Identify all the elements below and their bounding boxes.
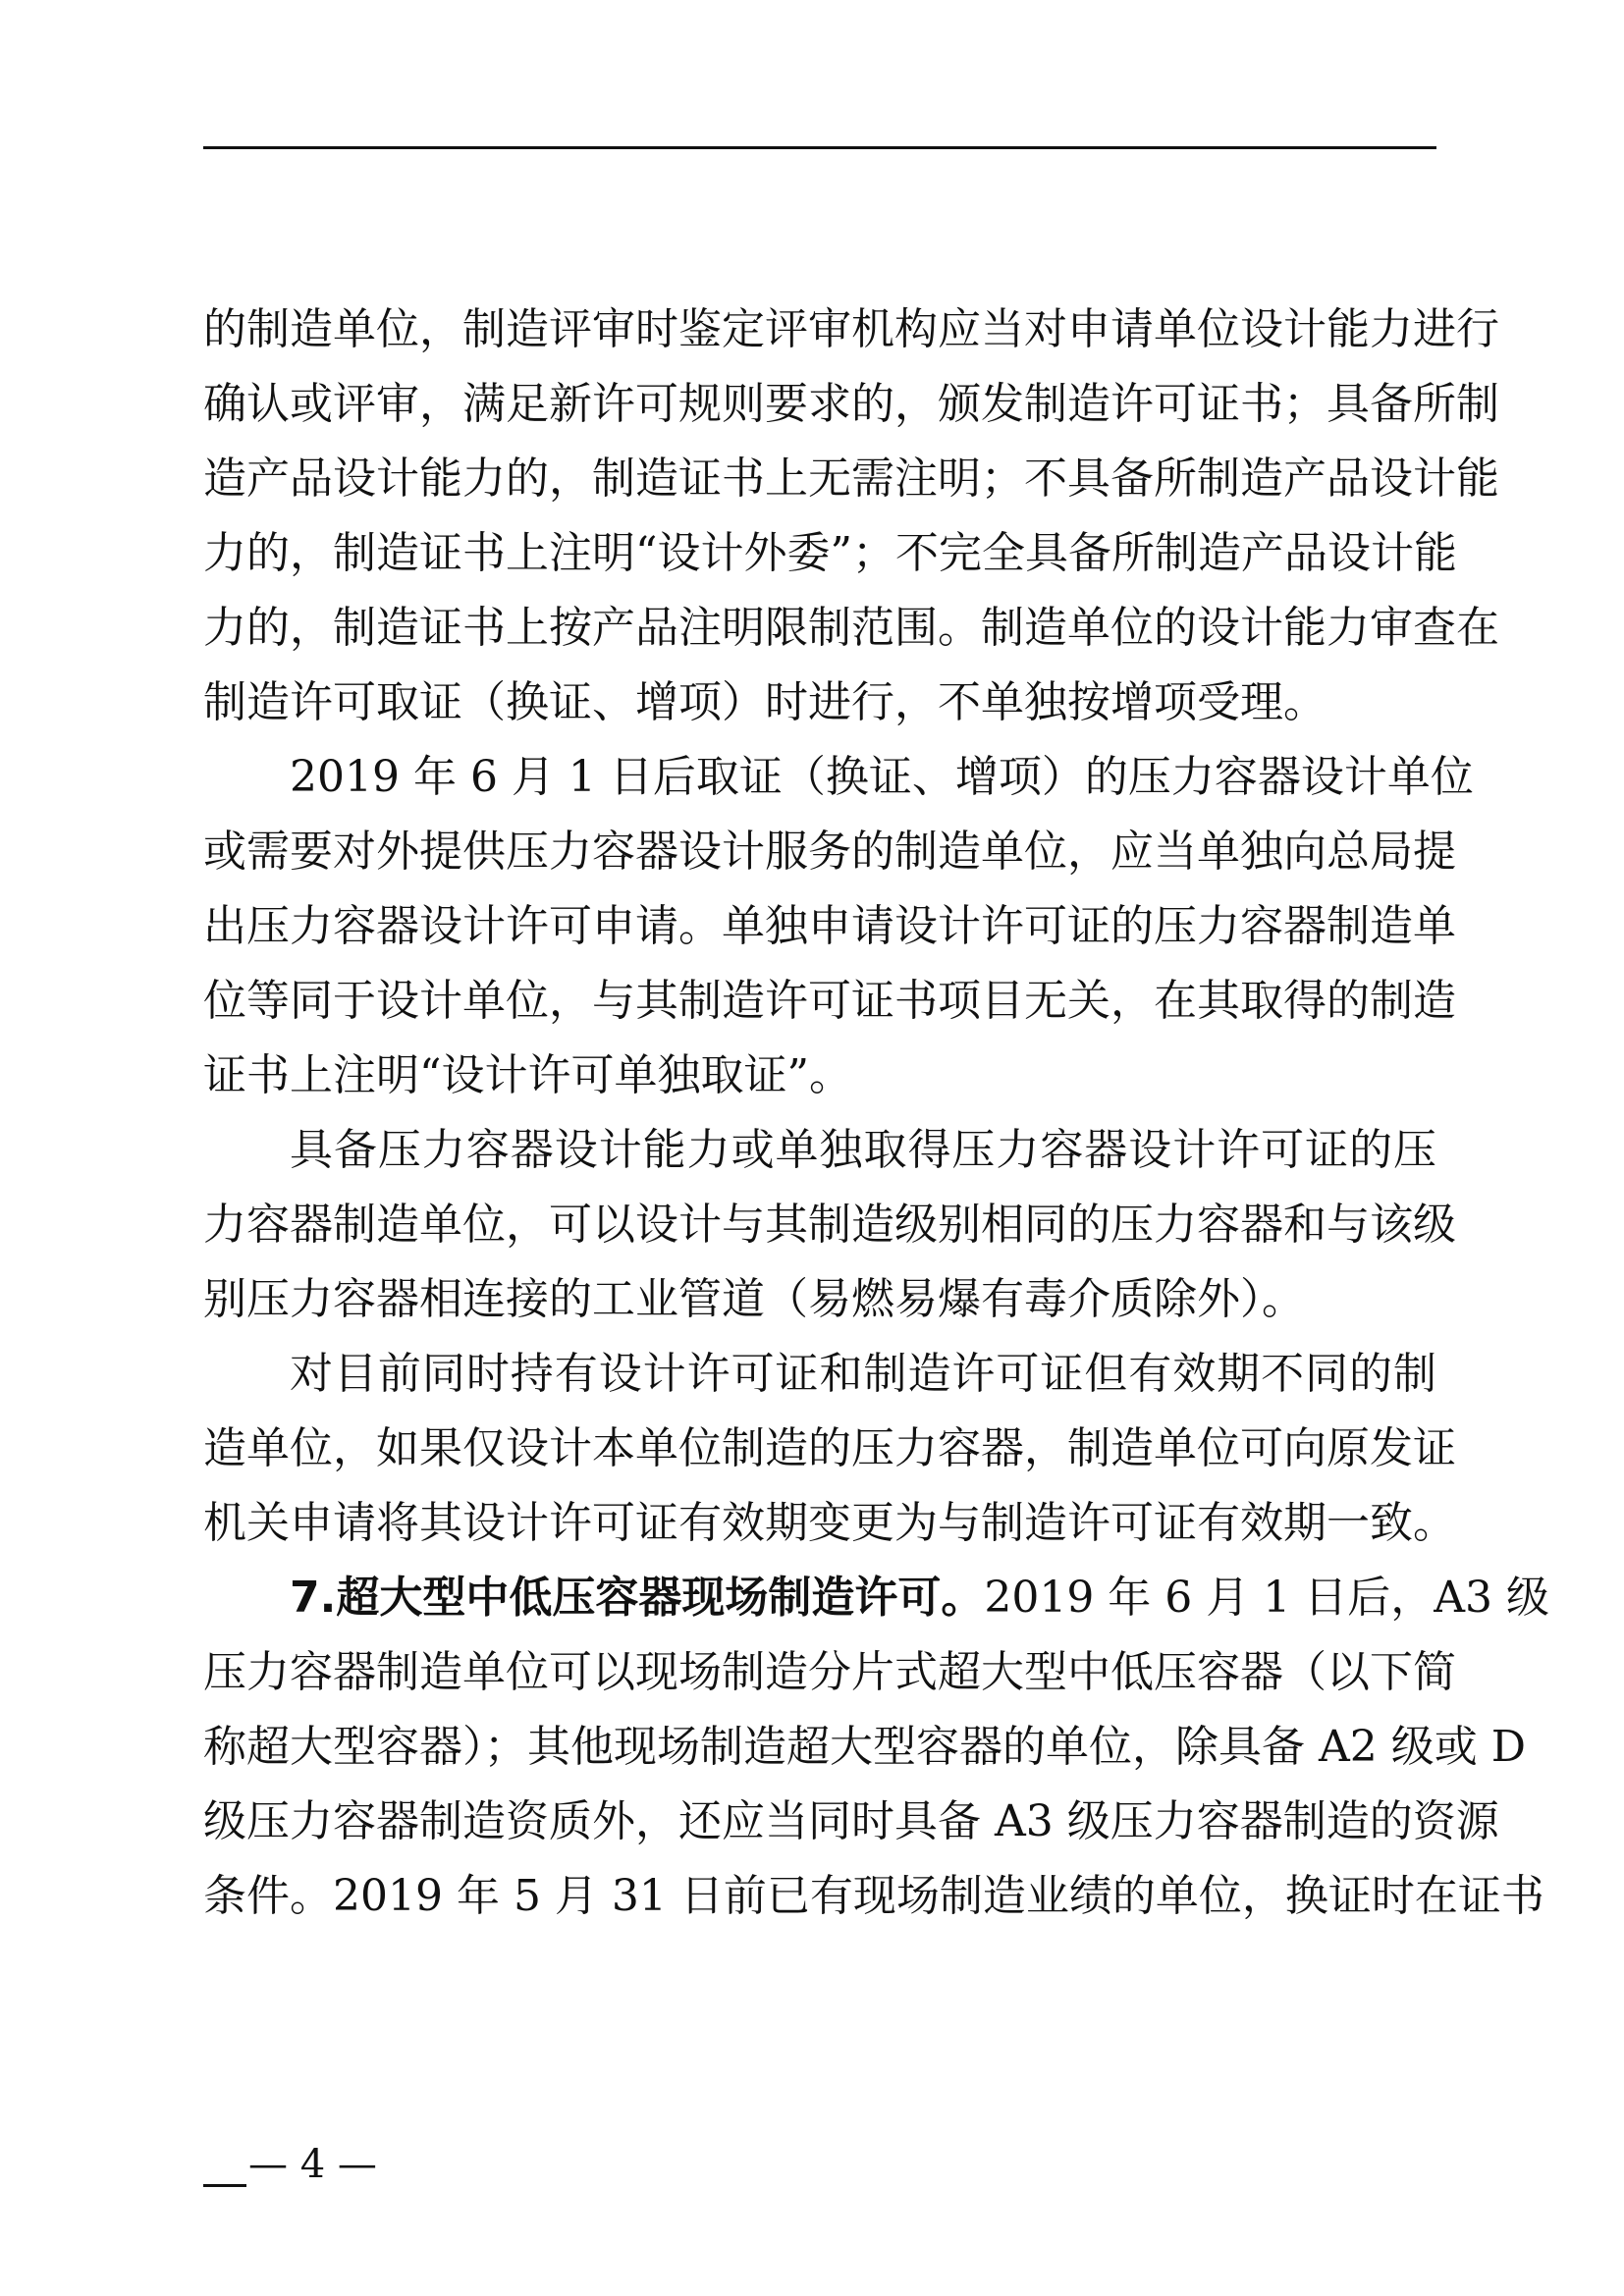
header-rule — [203, 146, 1436, 149]
section-heading-line — [203, 1561, 1549, 1635]
paragraph-line: 力的，制造证书上注明“设计外委”；不完全具备所制造产品设计能 — [203, 528, 1457, 578]
paragraph-line: 别压力容器相连接的工业管道（易燃易爆有毒介质除外）。 — [203, 1274, 1305, 1324]
paragraph-line: 制造许可取证（换证、增项）时进行，不单独按增项受理。 — [203, 677, 1326, 727]
paragraph-line: 机关申请将其设计许可证有效期变更为与制造许可证有效期一致。 — [203, 1498, 1456, 1548]
paragraph-line: 证书上注明“设计许可单独取证”。 — [203, 1050, 852, 1100]
paragraph-line: 造产品设计能力的，制造证书上无需注明；不具备所制造产品设计能 — [203, 454, 1499, 504]
paragraph-line: 的制造单位，制造评审时鉴定评审机构应当对申请单位设计能力进行 — [203, 304, 1499, 354]
paragraph-line: 位等同于设计单位，与其制造许可证书项目无关，在其取得的制造 — [203, 976, 1456, 1026]
page-number: — 4 — — [248, 2142, 377, 2187]
paragraph-line: 或需要对外提供压力容器设计服务的制造单位，应当单独向总局提 — [203, 827, 1456, 877]
paragraph-text: 2019 年 6 月 1 日后，A3 级 — [984, 1573, 1549, 1623]
paragraph-line: 条件。2019 年 5 月 31 日前已有现场制造业绩的单位，换证时在证书 — [203, 1871, 1544, 1921]
paragraph-line: 具备压力容器设计能力或单独取得压力容器设计许可证的压 — [290, 1125, 1436, 1175]
paragraph-line: 造单位，如果仅设计本单位制造的压力容器，制造单位可向原发证 — [203, 1423, 1456, 1473]
footer-underline — [203, 2184, 246, 2187]
page-footer — [203, 2135, 377, 2194]
paragraph-line: 级压力容器制造资质外，还应当同时具备 A3 级压力容器制造的资源 — [203, 1796, 1499, 1846]
paragraph-line: 对目前同时持有设计许可证和制造许可证但有效期不同的制 — [290, 1349, 1436, 1399]
section-heading: 7.超大型中低压容器现场制造许可。 — [290, 1573, 985, 1623]
paragraph-line: 力的，制造证书上按产品注明限制范围。制造单位的设计能力审查在 — [203, 603, 1499, 653]
paragraph-line: 压力容器制造单位可以现场制造分片式超大型中低压容器（以下简 — [203, 1647, 1456, 1697]
paragraph-line: 力容器制造单位，可以设计与其制造级别相同的压力容器和与该级 — [203, 1200, 1456, 1250]
paragraph-line: 称超大型容器）；其他现场制造超大型容器的单位，除具备 A2 级或 D — [203, 1722, 1527, 1772]
paragraph-line: 出压力容器设计许可申请。单独申请设计许可证的压力容器制造单 — [203, 901, 1456, 951]
paragraph-line: 确认或评审，满足新许可规则要求的，颁发制造许可证书；具备所制 — [203, 379, 1499, 429]
paragraph-line: 2019 年 6 月 1 日后取证（换证、增项）的压力容器设计单位 — [290, 752, 1474, 802]
